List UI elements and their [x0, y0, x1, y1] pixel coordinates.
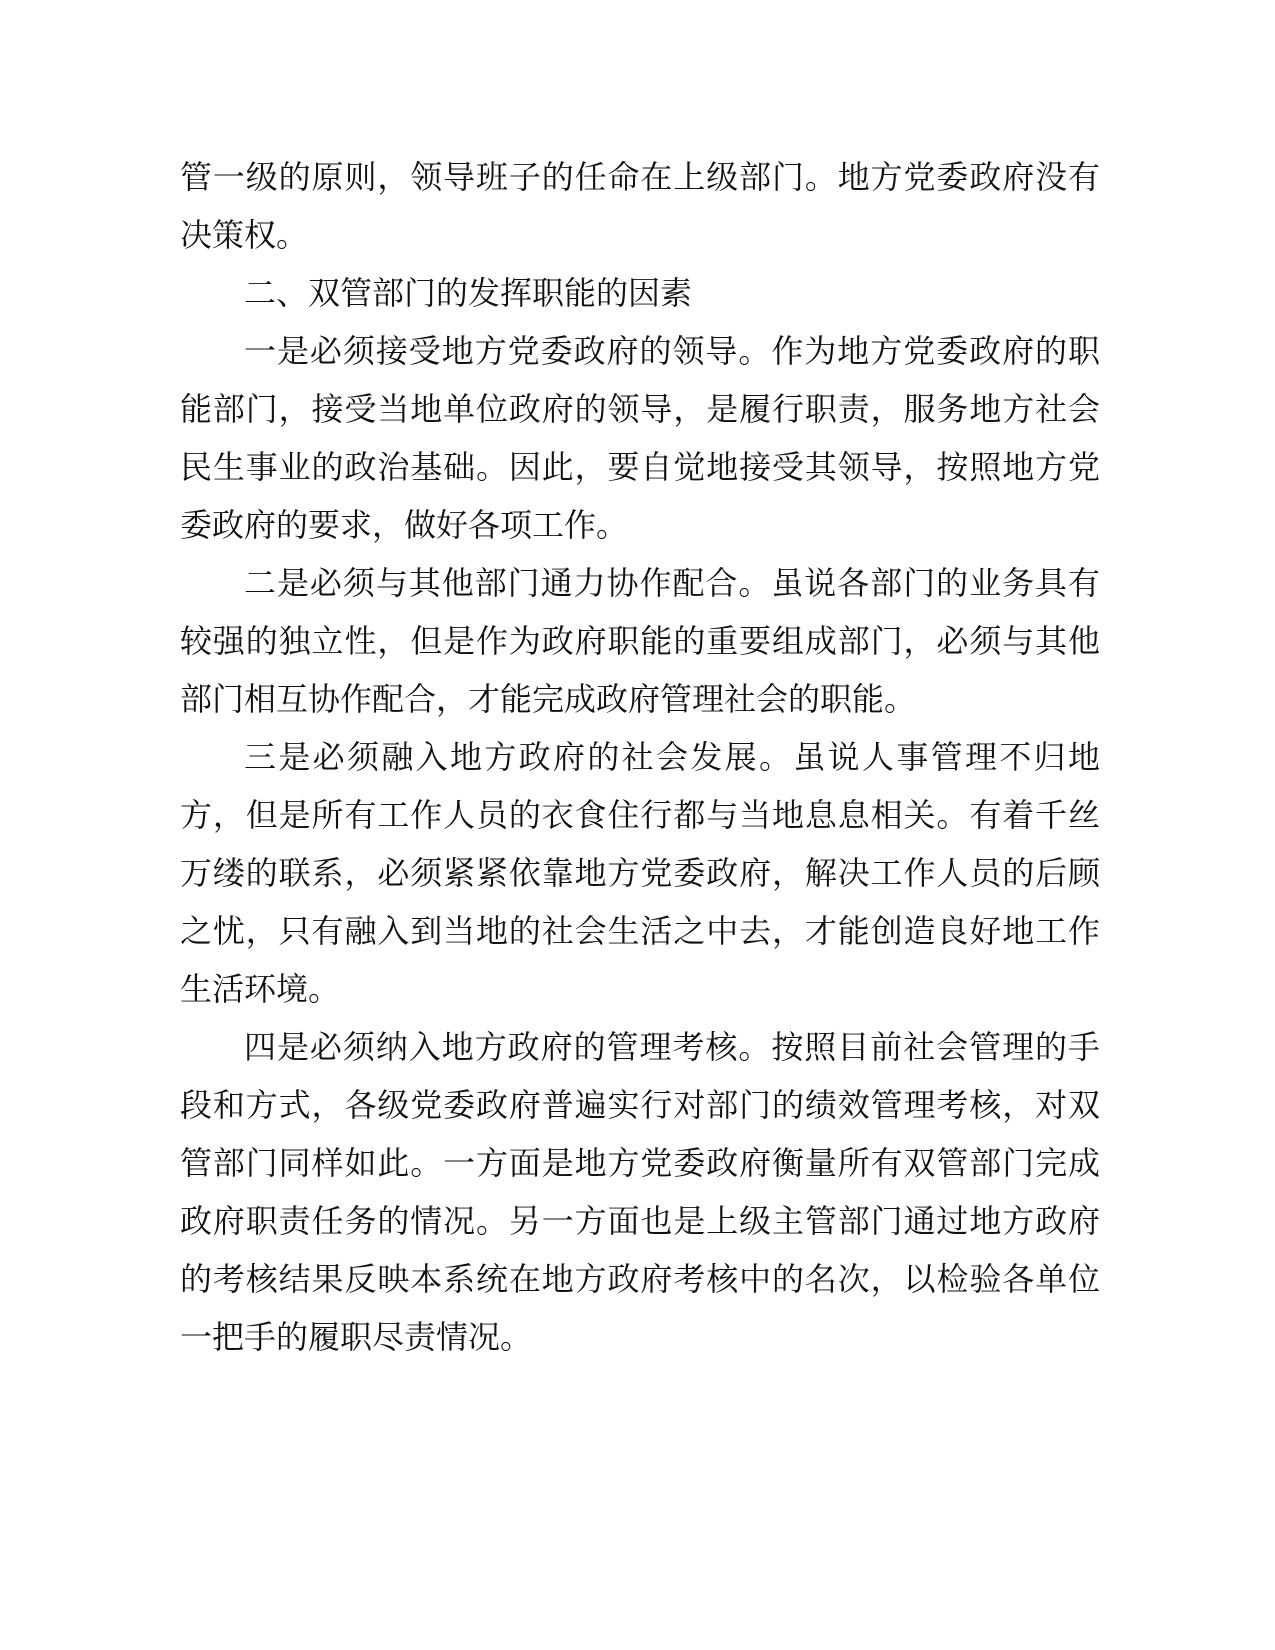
paragraph-point-2: 二是必须与其他部门通力协作配合。虽说各部门的业务具有较强的独立性，但是作为政府职能的重要组成部门，必须与其他部门相互协作配合，才能完成政府管理社会的职能。: [180, 564, 1100, 718]
paragraph-continuation: 管一级的原则，领导班子的任命在上级部门。地方党委政府没有决策权。: [180, 158, 1100, 254]
section-heading: 二、双管部门的发挥职能的因素: [244, 274, 693, 312]
paragraph-point-4: 四是必须纳入地方政府的管理考核。按照目前社会管理的手段和方式，各级党委政府普遍实行对部门的绩效管理考核，对双管部门同样如此。一方面是地方党委政府衡量所有双管部门完成政府职责任务的情况。另一方面也是上级主管部门通过地方政府的考核结果反映本系统在地方政府考核中的名次，以检验各单位一把手的履职尽责情况。: [180, 1028, 1100, 1356]
body-text: [180, 148, 1100, 1366]
paragraph-point-1: 一是必须接受地方党委政府的领导。作为地方党委政府的职能部门，接受当地单位政府的领导，是履行职责，服务地方社会民生事业的政治基础。因此，要自觉地接受其领导，按照地方党委政府的要求，做好各项工作。: [180, 332, 1100, 544]
paragraph-point-3: 三是必须融入地方政府的社会发展。虽说人事管理不归地方，但是所有工作人员的衣食住行都与当地息息相关。有着千丝万缕的联系，必须紧紧依靠地方党委政府，解决工作人员的后顾之忧，只有融入到当地的社会生活之中去，才能创造良好地工作生活环境。: [180, 738, 1100, 1008]
